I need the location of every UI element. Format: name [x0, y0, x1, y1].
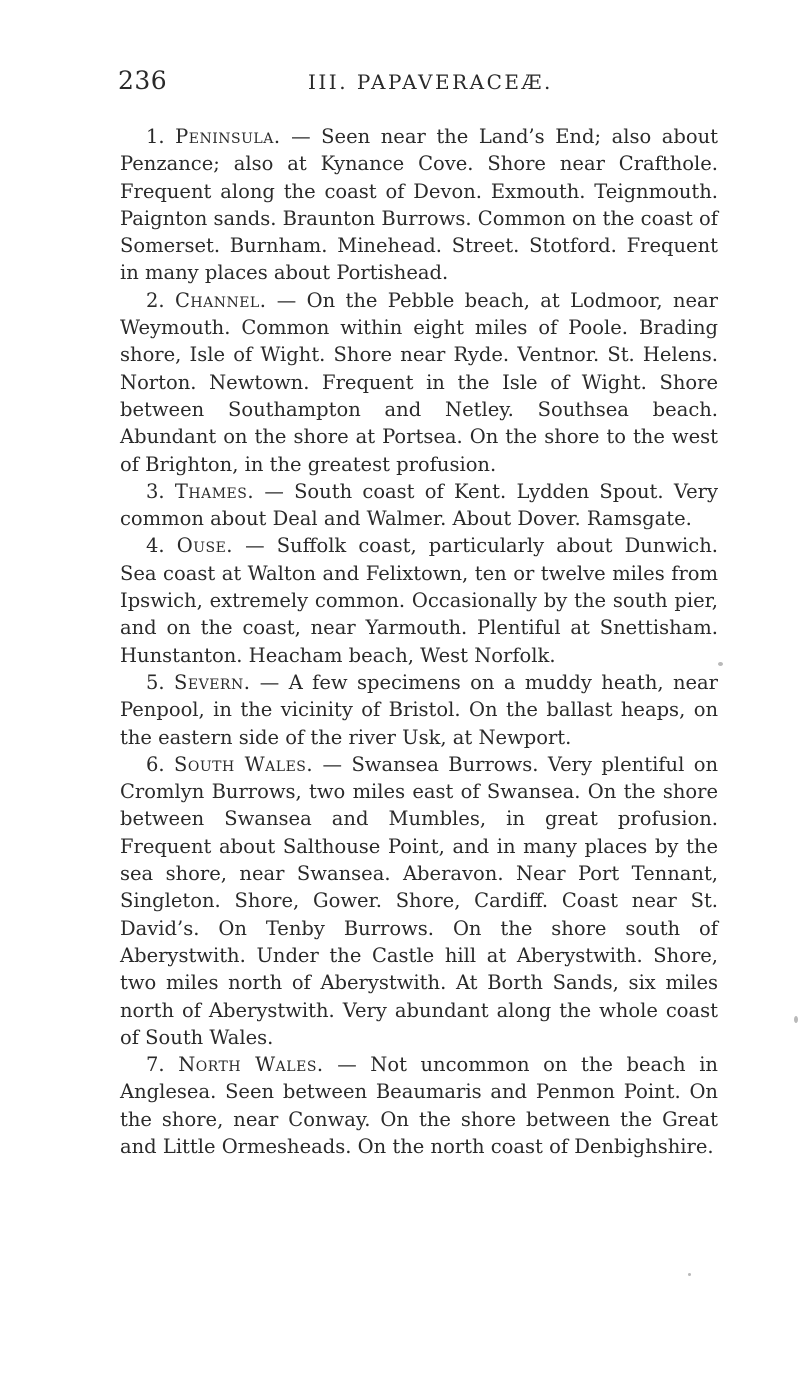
entry-peninsula — [120, 123, 718, 287]
entry-dash: — — [322, 752, 343, 776]
entry-number: 4. — [146, 534, 165, 558]
region-name: South Wales. — [174, 752, 314, 776]
page-number: 236 — [118, 66, 168, 95]
region-name: North Wales. — [178, 1053, 324, 1077]
body-text — [120, 123, 718, 1160]
entry-number: 6. — [146, 752, 165, 776]
entry-severn — [120, 669, 718, 751]
entry-text: Seen near the Land’s End; also about Penzance; also at Kynance Cove. Shore near Crafthole. Frequent along the coast of Devon. Exmouth. Teignmouth. Paignton sands. Braunton Burrows. Common on the coast of Somerset. Burnham. Minehead. Street. Stotford. Frequent in many places about Portishead. — [120, 125, 718, 285]
entry-south-wales — [120, 751, 718, 1051]
entry-ouse — [120, 532, 718, 668]
running-head: III. PAPAVERACEÆ. — [308, 70, 553, 94]
entry-text: Not uncommon on the beach in Anglesea. Seen between Beaumaris and Penmon Point. On the shore, near Conway. On the shore between the Great and Little Ormesheads. On the north coast of Denbighshire. — [120, 1053, 718, 1158]
entry-number: 2. — [146, 288, 165, 312]
entry-dash: — — [259, 670, 280, 694]
entry-dash: — — [337, 1053, 357, 1077]
entry-channel — [120, 287, 718, 478]
entry-dash: — — [291, 125, 311, 148]
entry-text: South coast of Kent. Lydden Spout. Very common about Deal and Walmer. About Dover. Ramsgate. — [120, 479, 718, 531]
region-name: Peninsula. — [175, 125, 281, 148]
region-name: Severn. — [174, 670, 251, 694]
region-name: Channel. — [174, 288, 267, 312]
entry-north-wales — [120, 1051, 718, 1160]
entry-number: 7. — [146, 1053, 165, 1077]
entry-dash: — — [264, 479, 284, 503]
entry-number: 3. — [146, 479, 165, 503]
entry-dash: — — [245, 534, 265, 558]
paper-speck — [794, 1016, 798, 1023]
paper-speck — [688, 1273, 691, 1276]
page-header — [118, 66, 718, 106]
entry-text: Suffolk coast, particularly about Dunwich. Sea coast at Walton and Felixtown, ten or twelve miles from Ipswich, extremely common. Occasionally by the south pier, and on the coast, near Yarmouth. Plentiful at Snettisham. Hunstanton. Heacham beach, West Norfolk. — [120, 534, 718, 667]
entry-number: 1. — [146, 125, 165, 148]
entry-dash: — — [276, 288, 297, 312]
entry-text: A few specimens on a muddy heath, near Penpool, in the vicinity of Bristol. On the ballast heaps, on the eastern side of the river Usk, at Newport. — [120, 670, 719, 749]
paper-speck — [718, 662, 723, 666]
region-name: Thames. — [174, 479, 255, 503]
region-name: Ouse. — [176, 534, 233, 558]
entry-text: On the Pebble beach, at Lodmoor, near Weymouth. Common within eight miles of Poole. Brading shore, Isle of Wight. Shore near Ryde. Ventnor. St. Helens. Norton. Newtown. Frequent in the Isle of Wight. Shore between Southampton and Netley. Southsea beach. Abundant on the shore at Portsea. On the shore to the west of Brighton, in the greatest profusion. — [120, 288, 718, 476]
entry-text: Swansea Burrows. Very plentiful on Cromlyn Burrows, two miles east of Swansea. On the shore between Swansea and Mumbles, in great profusion. Frequent about Salthouse Point, and in many places by the sea shore, near Swansea. Aberavon. Near Port Tennant, Singleton. Shore, Gower. Shore, Cardiff. Coast near St. David’s. On Tenby Burrows. On the shore south of Aberystwith. Under the Castle hill at Aberystwith. Shore, two miles north of Aberystwith. At Borth Sands, six miles north of Aberystwith. Very abundant along the whole coast of South Wales. — [120, 752, 719, 1049]
entry-number: 5. — [146, 670, 165, 694]
entry-thames — [120, 478, 718, 533]
